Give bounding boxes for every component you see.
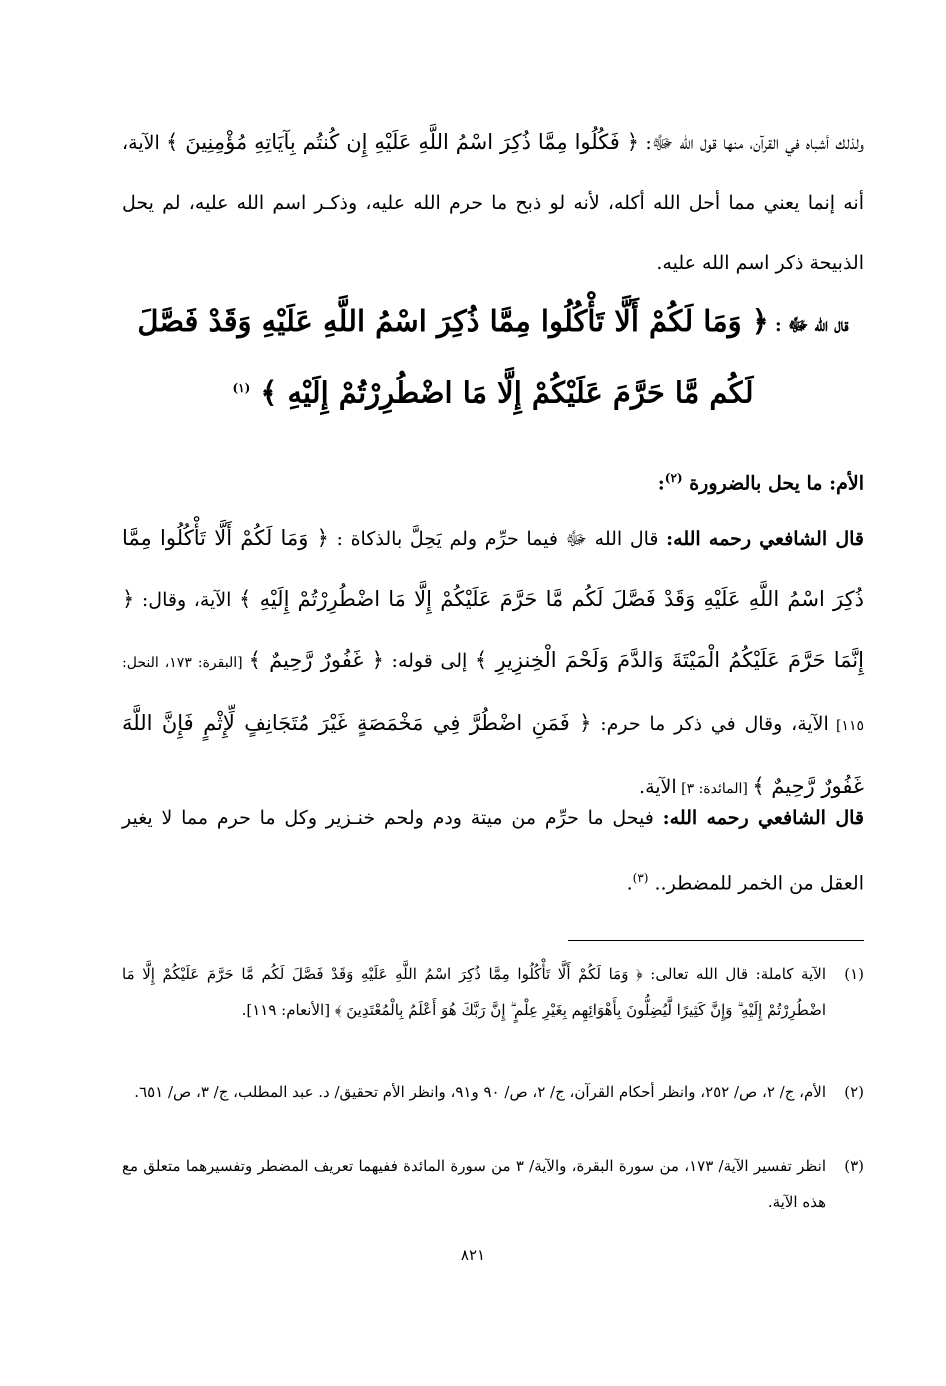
heading-footnote-marker: (٢) [664,471,683,485]
footnote-2-text: الأم، ج/ ٢، ص/ ٢٥٢، وانظر أحكام القرآن، ج/ ٢، ص/ ٩٠ و٩١، وانظر الأم تحقيق/ د. عبد المطلب، ج/ ٣، ص/ ٦٥١. [134,1083,826,1101]
shafii-paragraph-2 [122,788,864,913]
footnote-2-number: (٢) [844,1083,864,1101]
intro-quran-quote: ﴿ فَكُلُوا مِمَّا ذُكِرَ اسْمُ اللَّهِ عَلَيْهِ إِن كُنتُم بِآيَاتِهِ مُؤْمِنِينَ ﴾ [166,130,640,154]
para2-quote-2: ﴿ إِنَّمَا حَرَّمَ عَلَيْكُمُ الْمَيْتَةَ وَالدَّمَ وَلَحْمَ الْخِنزِيرِ ﴾ [122,587,864,672]
para2-text-5: الآية. [639,776,677,798]
intro-text-1: ولذلك أشباه في القرآن، منها قول الله ﷻ: [639,132,864,154]
intro-paragraph [122,112,864,293]
para2-reference-1: [البقرة: ١٧٣، النحل: ١١٥] [122,655,864,734]
para3-end: . [626,872,633,895]
heading-colon: : [657,472,665,495]
section-heading [122,458,864,503]
footnote-3-text: انظر تفسير الآية/ ١٧٣، من سورة البقرة، والآية/ ٣ من سورة المائدة ففيهما تعريف المضطر وتفسيرهما متعلق مع هذه الآية. [122,1157,826,1211]
para2-reference-2: [المائدة: ٣] [676,781,753,797]
shafii-paragraph-1 [122,508,864,819]
para2-text-4: الآية، وقال في ذكر ما حرم: [591,713,829,735]
quran-verse [122,290,864,424]
footnote-separator [568,940,864,941]
footnote-1-text: الآية كاملة: قال الله تعالى: ﴿ وَمَا لَكُمْ أَلَّا تَأْكُلُوا مِمَّا ذُكِرَ اسْمُ اللَّهِ عَلَيْهِ وَقَدْ فَصَّلَ لَكُم مَّا حَرَّمَ عَلَيْكُمْ إِلَّا مَا اضْطُرِرْتُمْ إِلَيْهِ ۗ وَإِنَّ كَثِيرًا لَّيُضِلُّونَ بِأَهْوَائِهِم بِغَيْرِ عِلْمٍ ۗ إِنَّ رَبَّكَ هُوَ أَعْلَمُ بِالْمُعْتَدِينَ ﴾ [الأنعام: ١١٩]. [122,965,826,1019]
page-number: ٨٢١ [460,1246,486,1264]
footnote-1 [122,956,864,1028]
para2-speaker: قال الشافعي رحمه الله: [666,528,864,550]
para2-text-3: إلى قوله: [383,650,475,672]
para2-quote-4: ﴿ فَمَنِ اضْطُرَّ فِي مَخْمَصَةٍ غَيْرَ مُتَجَانِفٍ لِّإِثْمٍ فَإِنَّ اللَّهَ غَفُورٌ رَّحِيمٌ ﴾ [122,711,864,798]
footnote-3 [122,1148,864,1220]
heading-text: الأم: ما يحل بالضرورة [689,472,864,495]
footnote-2 [122,1074,864,1110]
para2-text-2: الآية، وقال: [134,589,240,611]
para3-footnote-marker: (٣) [632,871,649,885]
verse-text: ﴿ وَمَا لَكُمْ أَلَّا تَأْكُلُوا مِمَّا ذُكِرَ اسْمُ اللَّهِ عَلَيْهِ وَقَدْ فَصَّلَ لَكُم مَّا حَرَّمَ عَلَيْكُمْ إِلَّا مَا اضْطُرِرْتُمْ إِلَيْهِ ﴾ [137,304,769,410]
footnote-3-number: (٣) [844,1157,864,1175]
para2-quote-1: ﴿ وَمَا لَكُمْ أَلَّا تَأْكُلُوا مِمَّا ذُكِرَ اسْمُ اللَّهِ عَلَيْهِ وَقَدْ فَصَّلَ لَكُم مَّا حَرَّمَ عَلَيْكُمْ إِلَّا مَا اضْطُرِرْتُمْ إِلَيْهِ ﴾ [122,526,864,611]
verse-footnote-marker: (١) [232,381,251,395]
para3-text: فيحل ما حرِّم من ميتة ودم ولحم خنـزير وكل ما حرم مما لا يغير العقل من الخمر للمضطر.. [122,807,864,895]
verse-lead: قال الله ﷻ : [768,315,849,336]
para2-quote-3: ﴿ غَفُورٌ رَّحِيمٌ ﴾ [248,648,384,672]
intro-text-2: الآية، أنه إنما يعني مما أحل الله أكله، لأنه لو ذبح ما حرم الله عليه، وذكـر اسم الله عليه، لم يحل الذبيحة ذكر اسم الله عليه. [122,132,864,274]
para2-text-1: قال الله ﷻ فيما حرِّم ولم يَحِلَّ بالذكاة : [328,528,667,550]
footnote-1-number: (١) [844,965,864,983]
para3-speaker: قال الشافعي رحمه الله: [662,807,864,829]
